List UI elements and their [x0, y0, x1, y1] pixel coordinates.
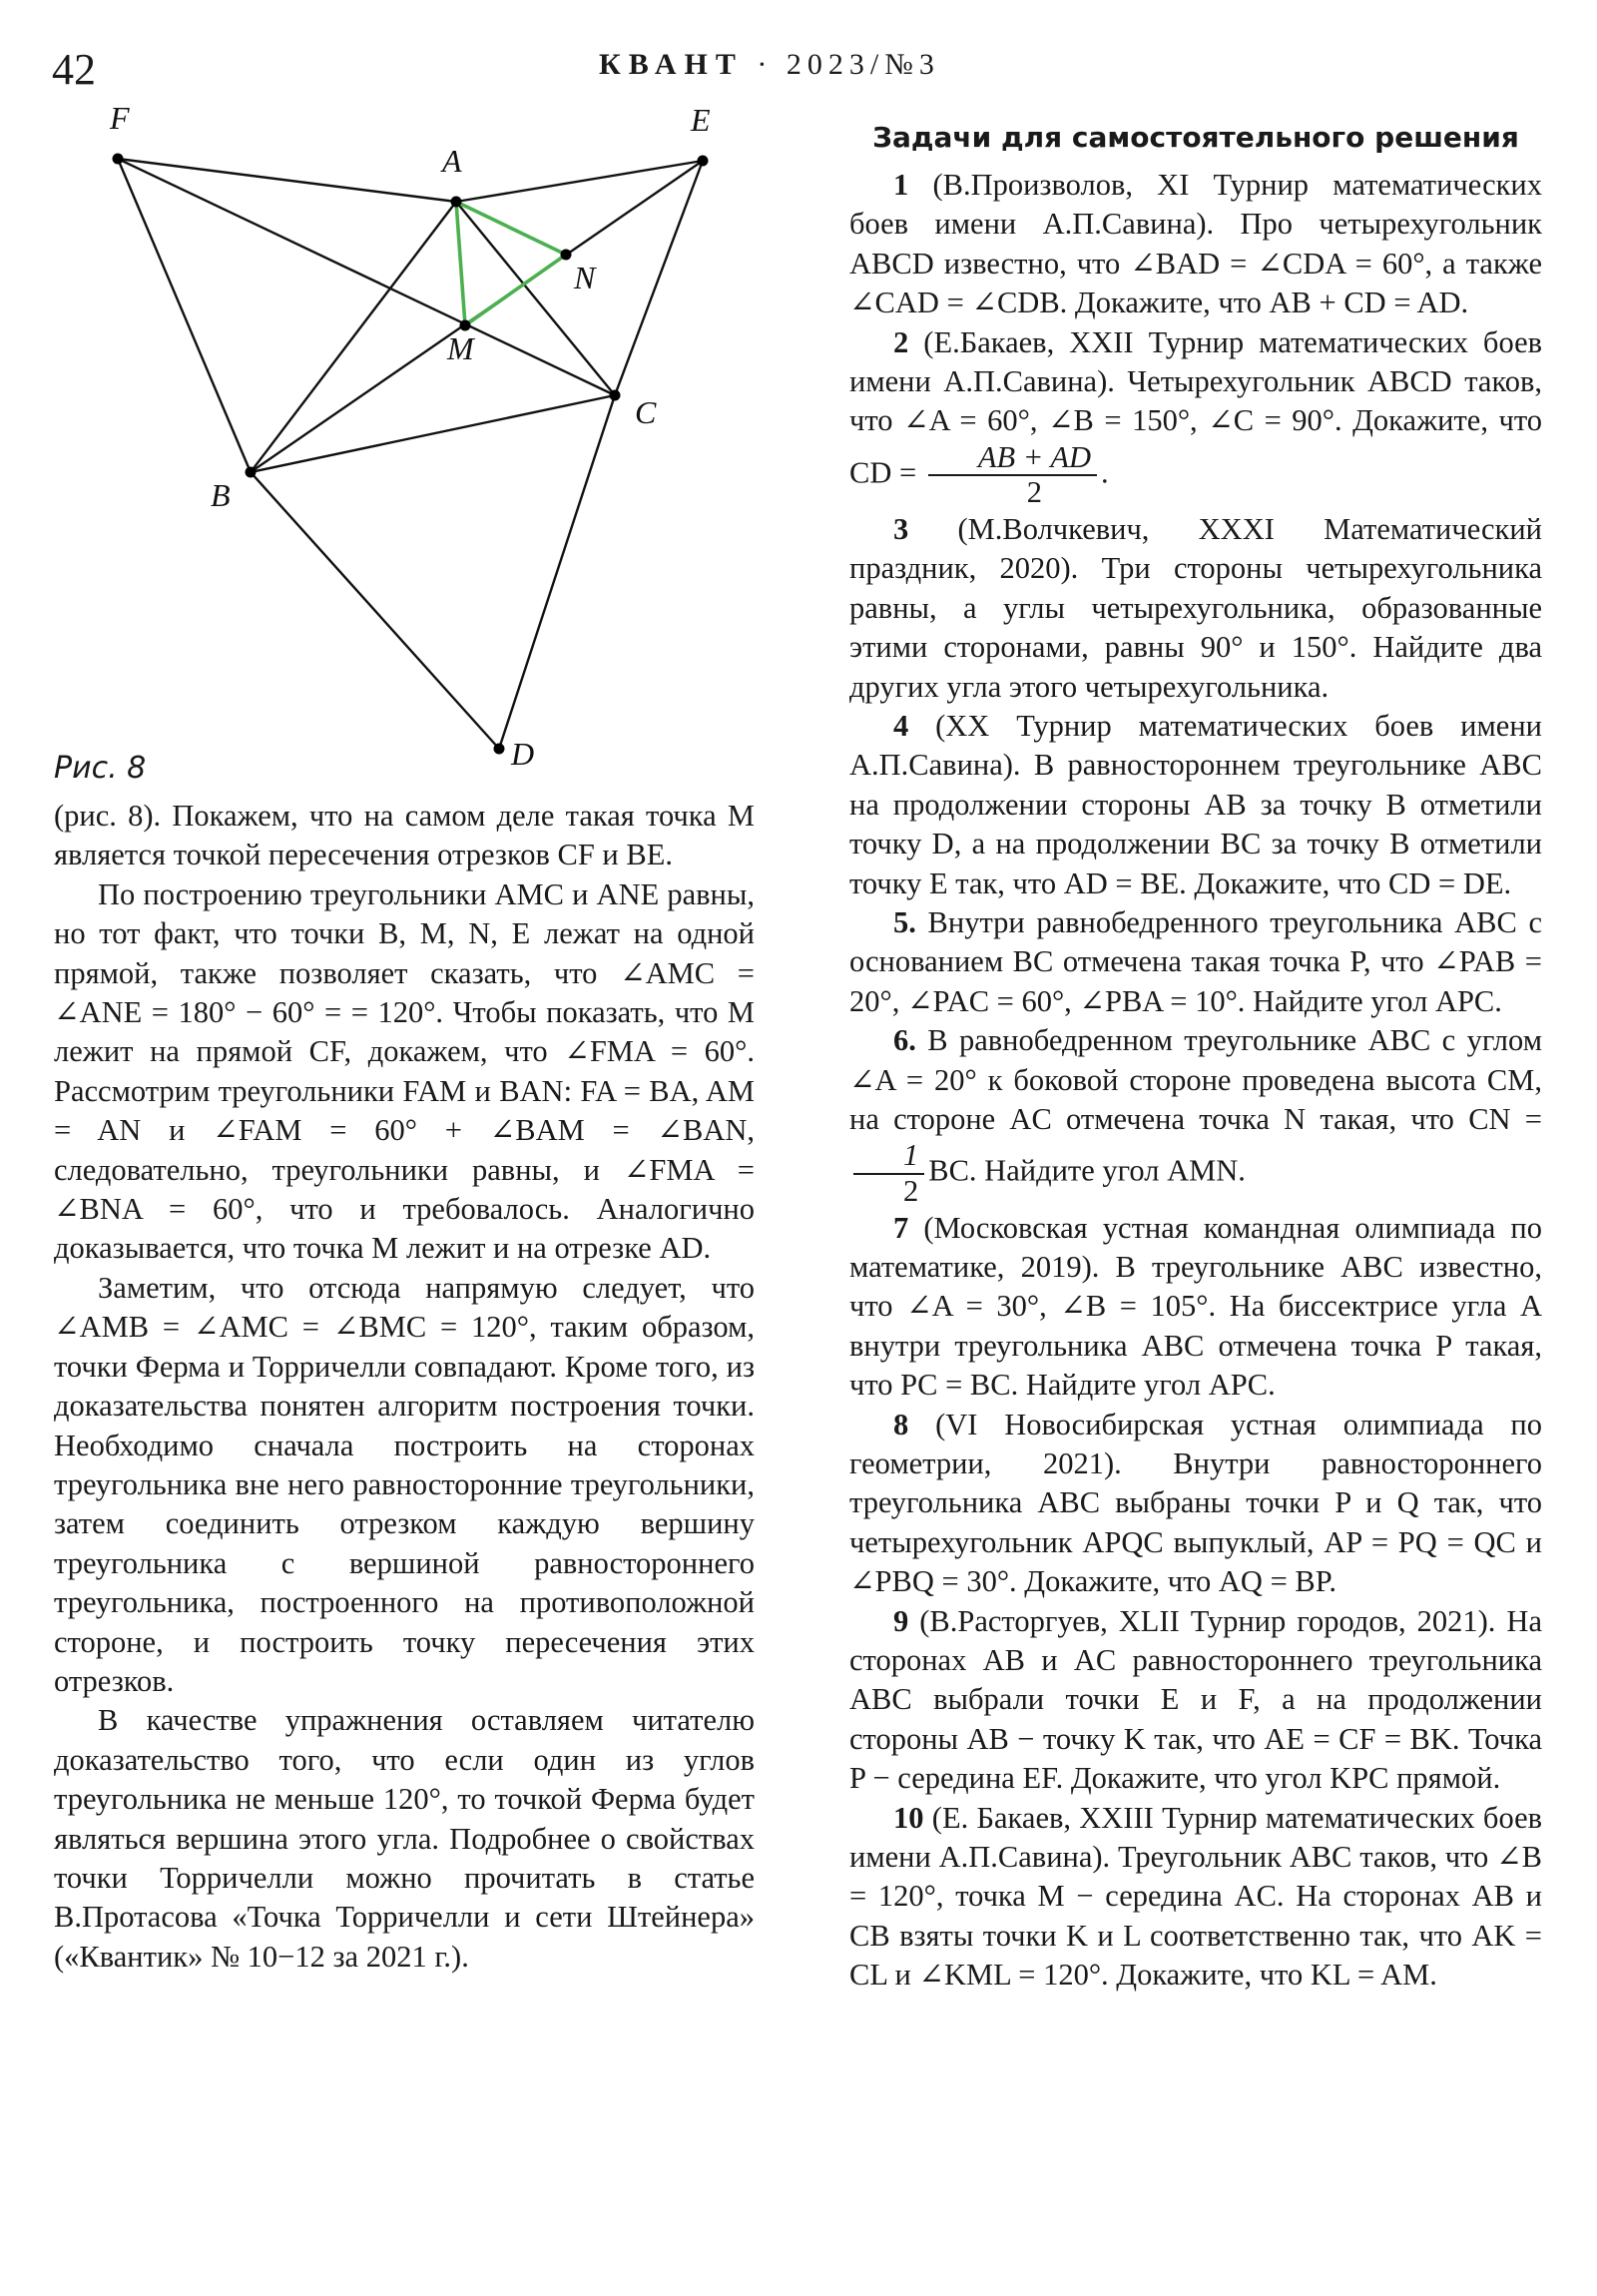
segment-FC	[118, 159, 615, 395]
segment-FB	[118, 159, 251, 472]
segment-BD	[251, 472, 499, 749]
point-label-M: M	[447, 330, 474, 366]
point-D	[494, 744, 505, 755]
problem-10	[849, 1799, 1542, 1996]
left-column	[54, 797, 755, 1977]
problem-4	[849, 707, 1542, 903]
point-M	[460, 320, 471, 331]
fraction	[853, 1139, 924, 1208]
problem-text: (В.Расторгуев, XLII Турнир городов, 2021). На сторонах AB и AC равностороннего треугольника ABC выбрали точки E и F, а на продолжении стороны AB − точку K так, что AE = CF = BK. Точка P − середина EF. Докажите, что угол KPC прямой.	[849, 1603, 1542, 1796]
problem-number: 2	[893, 324, 909, 359]
fraction-denominator: 2	[903, 1173, 919, 1208]
point-label-A: A	[442, 143, 462, 179]
paragraph: Заметим, что отсюда напрямую следует, что ∠AMB = ∠AMC = ∠BMC = 120°, таким образом, точки Ферма и Торричелли совпадают. Кроме того, из доказательства понятен алгоритм построения точки. Необходимо сначала построить на сторонах треугольника вне него равносторонние треугольники, затем соединить отрезком каждую вершину треугольника с вершиной равностороннего треугольника, построенного на противоположной стороне, и построить точку пересечения этих отрезков.	[54, 1270, 755, 1698]
point-label-N: N	[574, 260, 596, 295]
problem-3	[849, 510, 1542, 707]
point-label-F: F	[110, 100, 130, 136]
segment-AC	[456, 202, 615, 395]
problem-text: В равнобедренном треугольнике ABC с углом ∠A = 20° к боковой стороне проведена высота CM, на стороне AC отмечена точка N такая, что	[849, 1023, 1542, 1137]
problem-5	[849, 903, 1542, 1021]
point-N	[561, 250, 572, 261]
right-column	[849, 118, 1542, 1996]
problem-number: 10	[893, 1800, 924, 1835]
green-segment-MN	[465, 255, 566, 325]
geometry-diagram	[0, 100, 798, 779]
formula-tail: BC. Найдите угол AMN.	[928, 1153, 1246, 1188]
segment-AB	[251, 202, 456, 472]
point-A	[451, 197, 462, 208]
problem-text: (М.Волчкевич, XXXI Математический праздник, 2020). Три стороны четырехугольника равны, а углы четырехугольника, образованные этими сторонами, равны 90° и 150°. Найдите два других угла этого четырехугольника.	[849, 511, 1542, 704]
point-label-B: B	[211, 477, 231, 513]
point-F	[113, 154, 124, 165]
journal-name: КВАНТ	[599, 48, 744, 81]
problem-number: 9	[893, 1603, 909, 1638]
problem-number: 6.	[893, 1023, 916, 1058]
problem-text: (В.Произволов, XI Турнир математических боев имени А.П.Савина). Про четырехугольник ABCD известно, что ∠BAD = ∠CDA = 60°, а также ∠CAD = ∠CDB. Докажите, что AB + CD = AD.	[849, 168, 1542, 320]
problem-text: (Е. Бакаев, XXIII Турнир математических боев имени А.П.Савина). Треугольник ABC таков, что ∠B = 120°, точка M − середина AC. На сторонах AB и CB взяты точки K и L соответственно так, что AK = CL и ∠KML = 120°. Докажите, что KL = AM.	[849, 1800, 1543, 1993]
problem-9	[849, 1602, 1542, 1799]
problem-1	[849, 166, 1542, 323]
fraction-numerator: 1	[853, 1139, 924, 1175]
problem-7	[849, 1209, 1542, 1406]
point-B	[246, 467, 257, 478]
point-label-D: D	[511, 736, 535, 772]
problem-8	[849, 1406, 1542, 1602]
problem-number: 8	[893, 1407, 909, 1441]
figure-caption: Рис. 8	[54, 751, 147, 786]
separator: ·	[757, 48, 774, 81]
problem-text: (Московская устная командная олимпиада по математике, 2019). В треугольнике ABC известно, что ∠A = 30°, ∠B = 105°. На биссектрисе угла A внутри треугольника ABC отмечена точка P такая, что PC = BC. Найдите угол APC.	[849, 1210, 1542, 1403]
fraction	[928, 441, 1097, 510]
problem-text: Внутри равнобедренного треугольника ABC с основанием BC отмечена такая точка P, что ∠PAB = 20°, ∠PAC = 60°, ∠PBA = 10°. Найдите угол APC.	[849, 905, 1543, 1018]
segment-EC	[615, 161, 703, 395]
green-segment-AN	[456, 202, 566, 255]
page-header	[0, 40, 1597, 100]
problem-number: 1	[893, 168, 909, 202]
journal-title	[599, 48, 940, 82]
fraction-numerator: AB + AD	[928, 441, 1097, 477]
problem-number: 3	[893, 511, 909, 546]
issue-number: 2023/№3	[786, 48, 940, 81]
figure-8	[0, 100, 798, 779]
formula-tail: .	[1101, 455, 1109, 490]
paragraph: В качестве упражнения оставляем читателю доказательство того, что если один из углов треугольника не меньше 120°, то точкой Ферма будет являться вершина этого угла. Подробнее о свойствах точки Торричелли можно прочитать в статье В.Протасова «Точка Торричелли и сети Штейнера» («Квантик» № 10−12 за 2021 г.).	[54, 1703, 755, 1974]
problem-2	[849, 323, 1542, 510]
problem-number: 4	[893, 708, 909, 743]
problem-number: 7	[893, 1210, 909, 1245]
problem-6	[849, 1021, 1542, 1208]
problem-number: 5.	[893, 905, 916, 939]
problem-text: (VI Новосибирская устная олимпиада по геометрии, 2021). Внутри равностороннего треугольника ABC выбраны точки P и Q так, что четырехугольник APQC выпуклый, AP = PQ = QC и ∠PBQ = 30°. Докажите, что AQ = BP.	[849, 1407, 1543, 1599]
formula-prefix: CN =	[1468, 1102, 1542, 1137]
segment-FA	[118, 159, 456, 202]
paragraph: (рис. 8). Покажем, что на самом деле такая точка M является точкой пересечения отрезков CF и BE.	[54, 799, 755, 872]
page-number: 42	[52, 45, 96, 94]
point-label-E: E	[691, 102, 711, 138]
fraction-denominator: 2	[1026, 475, 1043, 510]
green-segment-AM	[456, 202, 465, 325]
section-title: Задачи для самостоятельного решения	[872, 121, 1519, 154]
point-E	[698, 156, 709, 167]
problem-text: (Е.Бакаев, XXII Турнир математических боев имени А.П.Савина). Четырехугольник ABCD таков, что ∠A = 60°, ∠B = 150°, ∠C = 90°. Докажите, что CD =	[849, 324, 1543, 490]
paragraph: По построению треугольники AMC и ANE равны, но тот факт, что точки B, M, N, E лежат на одной прямой, также позволяет сказать, что ∠AMC = ∠ANE = 180° − 60° = = 120°. Чтобы показать, что M лежит на прямой CF, докажем, что ∠FMA = 60°. Рассмотрим треугольники FAM и BAN: FA = BA, AM = AN и ∠FAM = 60° + ∠BAM = ∠BAN, следовательно, треугольники равны, и ∠FMA = ∠BNA = 60°, что и требовалось. Аналогично доказывается, что точка M лежит и на отрезке AD.	[54, 876, 755, 1266]
segment-AE	[456, 161, 703, 202]
segment-CD	[499, 395, 615, 749]
point-C	[610, 390, 621, 401]
point-label-C: C	[635, 394, 657, 430]
problem-text: (XX Турнир математических боев имени А.П.Савина). В равностороннем треугольнике ABC на продолжении стороны AB за точку B отметили точку D, а на продолжении BC за точку B отметили точку E так, что AD = BE. Докажите, что CD = DE.	[849, 708, 1542, 900]
